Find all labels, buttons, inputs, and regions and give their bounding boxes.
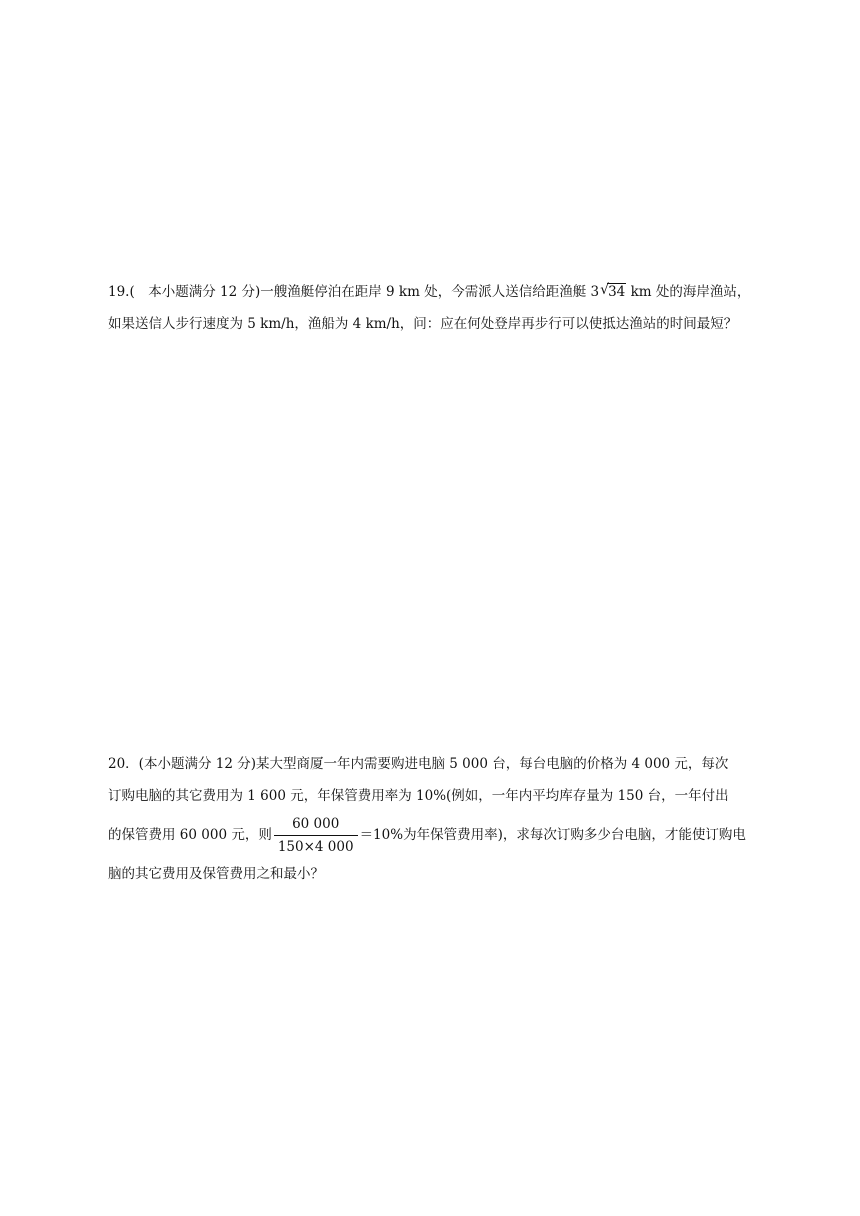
problem-19-text-a: 19.( 本小题满分 12 分)一艘渔艇停泊在距岸 9 km 处，今需派人送信给距渔艇 3	[108, 284, 600, 300]
problem-19-text-b: km 处的海岸渔站，	[626, 284, 751, 300]
problem-20-text-b: ＝10%为年保管费用率)，求每次订购多少台电脑，才能使订购电	[359, 827, 746, 843]
problem-19	[108, 276, 780, 340]
problem-19-line-2: 如果送信人步行速度为 5 km/h，渔船为 4 km/h，问：应在何处登岸再步行可以使抵达渔站的时间最短？	[108, 316, 738, 332]
square-root	[600, 284, 626, 300]
fraction-denominator: 150×4 000	[277, 839, 354, 855]
fraction	[274, 815, 358, 856]
problem-19-line-1	[108, 276, 780, 308]
problem-20-line-2: 订购电脑的其它费用为 1 600 元，年保管费用率为 10%(例如，一年内平均库存量为 150 台，一年付出	[108, 788, 729, 804]
radicand: 34	[608, 284, 626, 300]
problem-20-line-4: 脑的其它费用及保管费用之和最小？	[108, 866, 324, 882]
problem-20-line-3	[108, 812, 780, 858]
problem-20-line-1: 20．(本小题满分 12 分)某大型商厦一年内需要购进电脑 5 000 台，每台电脑的价格为 4 000 元，每次	[108, 756, 729, 772]
problem-20-text-a: 的保管费用 60 000 元，则	[108, 827, 272, 843]
fraction-numerator: 60 000	[274, 815, 358, 836]
problem-20	[108, 748, 780, 890]
radical-icon: √	[600, 282, 610, 298]
